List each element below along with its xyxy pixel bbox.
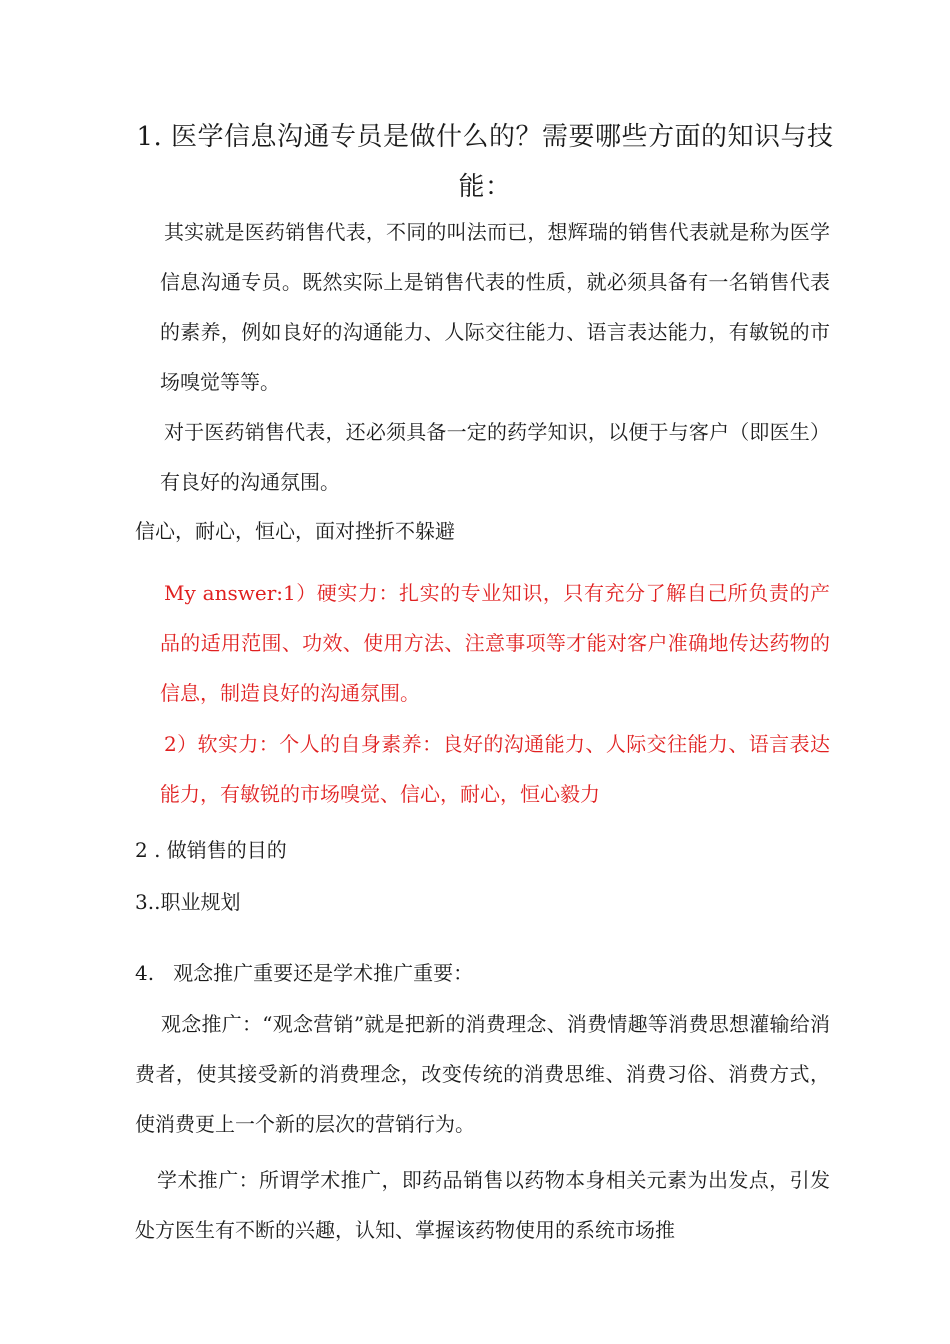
question-1-paragraph-3: 信心，耐心，恒心，面对挫折不躲避 <box>135 519 455 543</box>
question-4-paragraph-2: 学术推广：所谓学术推广，即药品销售以药物本身相关元素为出发点，引发处方医生有不断的兴趣，认知、掌握该药物使用的系统市场推 <box>135 1168 830 1242</box>
question-1-title: 1. 医学信息沟通专员是做什么的？需要哪些方面的知识与技能： <box>136 122 834 202</box>
question-1-paragraph-1: 其实就是医药销售代表，不同的叫法而已，想辉瑞的销售代表就是称为医学信息沟通专员。既然实际上是销售代表的性质，就必须具备有一名销售代表的素养，例如良好的沟通能力、人际交往能力、语言表达能力，有敏锐的市场嗅觉等等。 <box>160 220 830 394</box>
question-2-title: 2 . 做销售的目的 <box>135 838 287 862</box>
my-answer-paragraph-2: 2）软实力：个人的自身素养：良好的沟通能力、人际交往能力、语言表达能力，有敏锐的市场嗅觉、信心，耐心，恒心毅力 <box>160 732 830 806</box>
question-4-paragraph-1: 观念推广：“观念营销”就是把新的消费理念、消费情趣等消费思想灌输给消费者，使其接受新的消费理念，改变传统的消费思维、消费习俗、消费方式，使消费更上一个新的层次的营销行为。 <box>135 1012 830 1136</box>
question-1-paragraph-2: 对于医药销售代表，还必须具备一定的药学知识，以便于与客户（即医生）有良好的沟通氛围。 <box>160 420 830 494</box>
question-4-title: 4. 观念推广重要还是学术推广重要： <box>135 961 474 985</box>
question-3-title: 3..职业规划 <box>135 890 241 914</box>
my-answer-paragraph-1: My answer:1）硬实力：扎实的专业知识，只有充分了解自己所负责的产品的适用范围、功效、使用方法、注意事项等才能对客户准确地传达药物的信息，制造良好的沟通氛围。 <box>160 581 830 705</box>
